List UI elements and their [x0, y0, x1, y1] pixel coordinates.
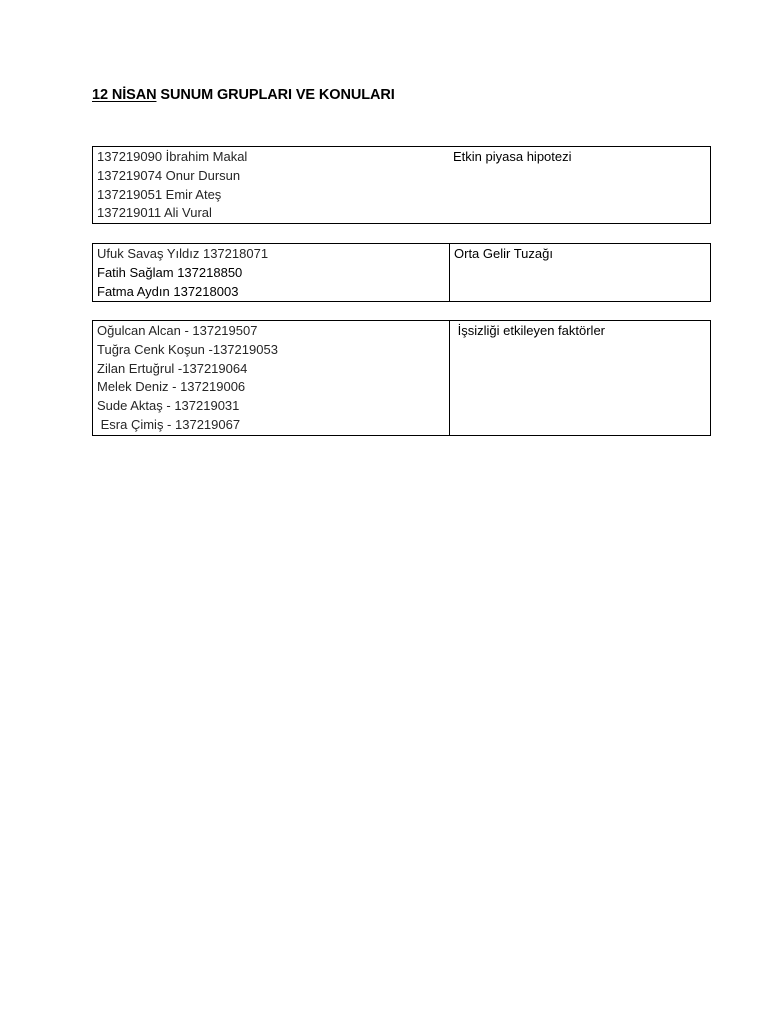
member-name: Ufuk Savaş Yıldız 137218071 — [97, 246, 269, 261]
group-table-2 — [92, 243, 711, 302]
table-row — [93, 147, 711, 224]
page-title — [92, 87, 395, 103]
table-row — [93, 321, 711, 436]
member-name: Fatma Aydın 137218003 — [97, 283, 239, 299]
member-name: Fatih Sağlam 137218850 — [97, 264, 243, 280]
member-name: 137219090 İbrahim Makal — [97, 149, 248, 164]
topic-text: Etkin piyasa hipotezi — [453, 149, 572, 164]
topic-text: İşsizliği etkileyen faktörler — [454, 323, 605, 338]
title-date: 12 NİSAN — [92, 87, 157, 103]
table-row — [93, 244, 711, 302]
topic-cell — [450, 321, 711, 436]
member-name: Tuğra Cenk Koşun -137219053 — [97, 341, 278, 357]
members-cell — [93, 147, 450, 224]
member-name: Oğulcan Alcan - 137219507 — [97, 323, 258, 338]
topic-text: Orta Gelir Tuzağı — [454, 246, 553, 261]
members-cell — [93, 321, 450, 436]
group-table-1 — [92, 146, 711, 224]
member-name: Sude Aktaş - 137219031 — [97, 398, 240, 414]
member-name: Zilan Ertuğrul -137219064 — [97, 360, 248, 376]
member-name: Esra Çimiş - 137219067 — [97, 416, 241, 432]
topic-cell — [450, 244, 711, 302]
member-name: 137219051 Emir Ateş — [97, 186, 222, 202]
member-name: Melek Deniz - 137219006 — [97, 379, 246, 395]
member-name: 137219074 Onur Dursun — [97, 167, 241, 183]
group-table-3 — [92, 320, 711, 436]
title-text: SUNUM GRUPLARI VE KONULARI — [156, 87, 395, 103]
members-cell — [93, 244, 450, 302]
member-name: 137219011 Ali Vural — [97, 205, 212, 221]
topic-cell — [449, 147, 711, 224]
